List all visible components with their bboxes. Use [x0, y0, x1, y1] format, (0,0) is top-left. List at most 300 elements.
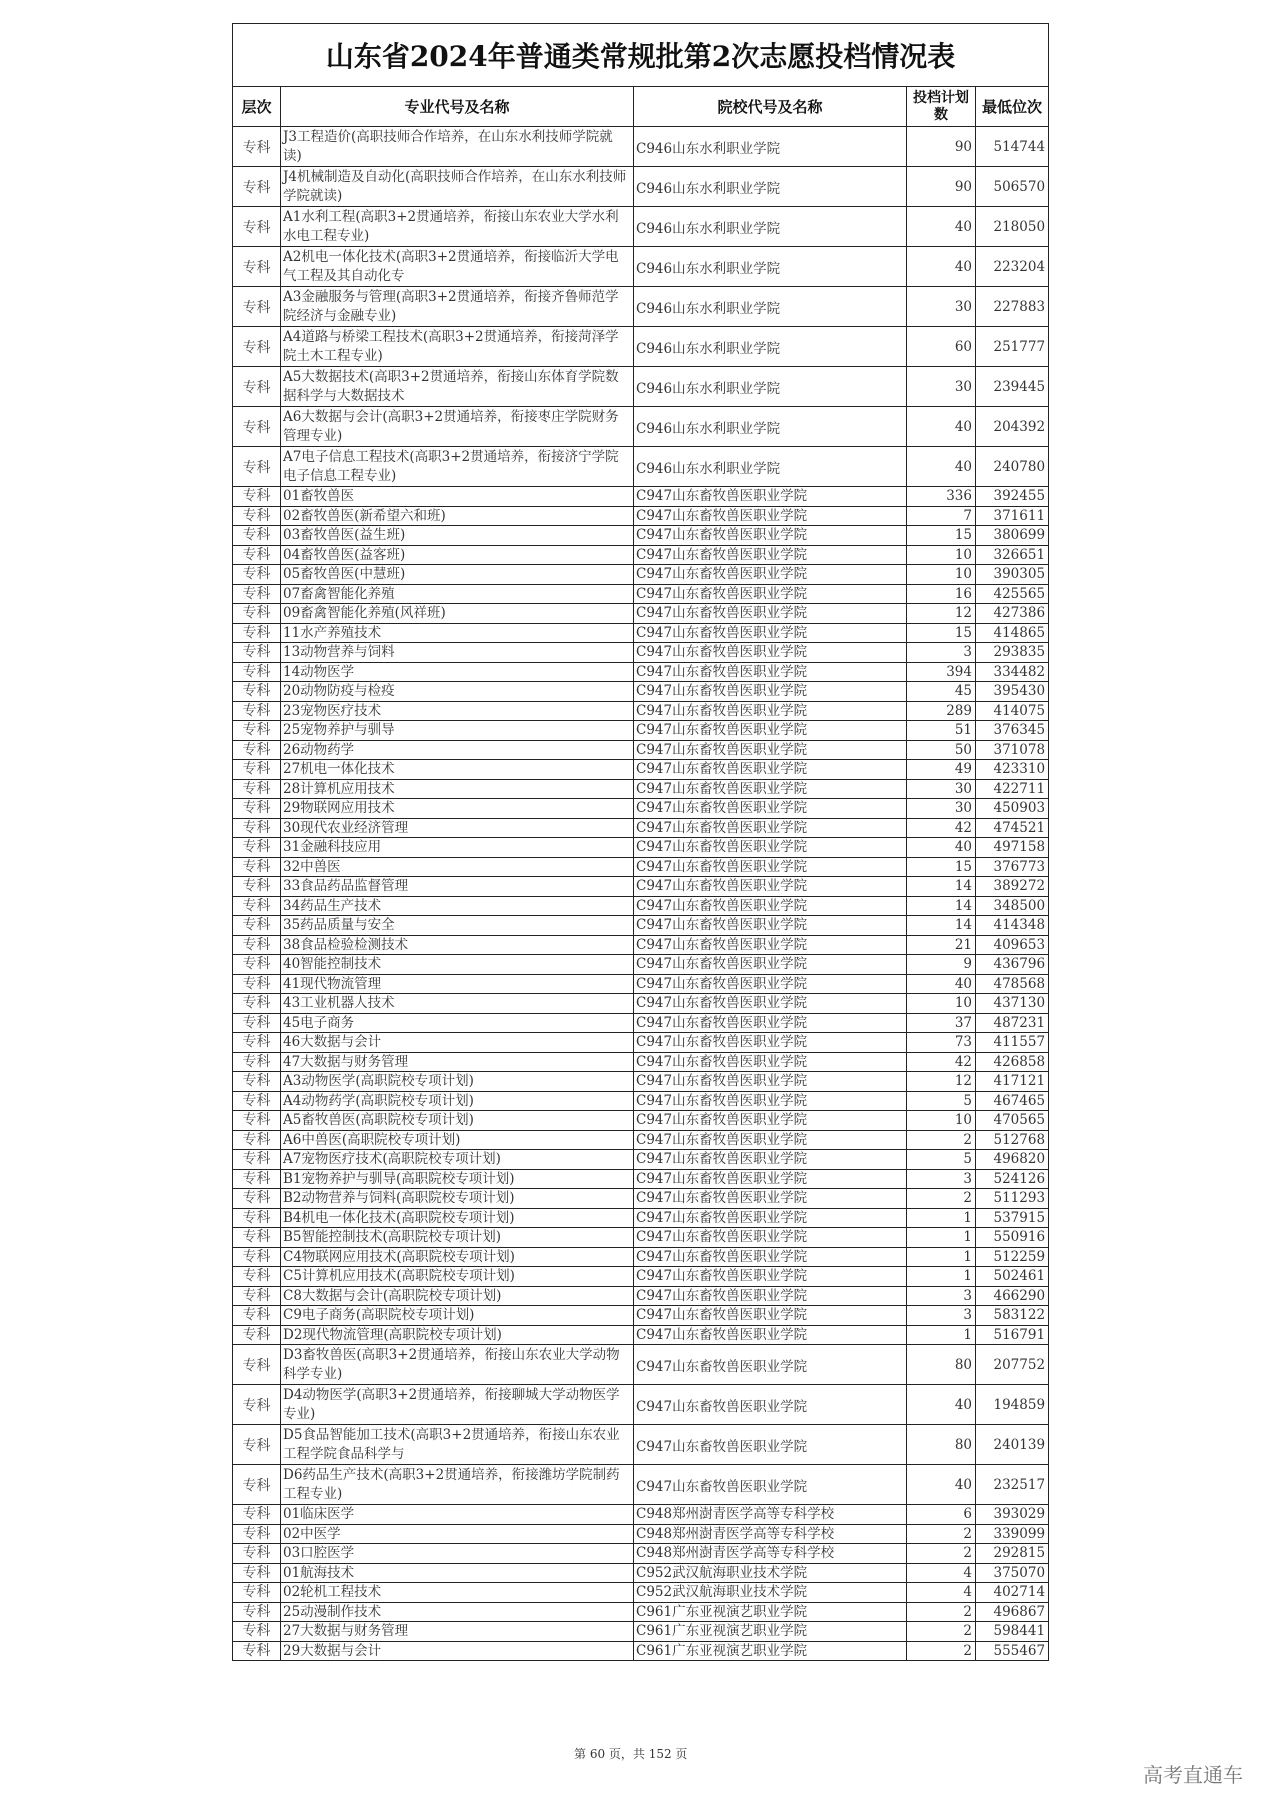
- cell-major: J4机械制造及自动化(高职技师合作培养，在山东水利技师学院就读): [281, 167, 634, 207]
- cell-rank: 436796: [976, 955, 1049, 975]
- cell-school: C947山东畜牧兽医职业学院: [634, 1072, 907, 1092]
- cell-level: 专科: [233, 1052, 281, 1072]
- cell-rank: 423310: [976, 760, 1049, 780]
- cell-school: C952武汉航海职业技术学院: [634, 1563, 907, 1583]
- cell-major: 01航海技术: [281, 1563, 634, 1583]
- cell-level: 专科: [233, 1228, 281, 1248]
- cell-plan: 7: [907, 506, 976, 526]
- cell-level: 专科: [233, 407, 281, 447]
- cell-rank: 371611: [976, 506, 1049, 526]
- cell-school: C947山东畜牧兽医职业学院: [634, 604, 907, 624]
- cell-major: 41现代物流管理: [281, 974, 634, 994]
- cell-level: 专科: [233, 974, 281, 994]
- cell-rank: 326651: [976, 545, 1049, 565]
- cell-plan: 4: [907, 1583, 976, 1603]
- table-row: [233, 1267, 1049, 1287]
- table-row: [233, 487, 1049, 507]
- cell-plan: 2: [907, 1524, 976, 1544]
- table-row: [233, 1345, 1049, 1385]
- cell-plan: 2: [907, 1130, 976, 1150]
- cell-school: C947山东畜牧兽医职业学院: [634, 1425, 907, 1465]
- cell-plan: 1: [907, 1247, 976, 1267]
- cell-rank: 232517: [976, 1465, 1049, 1505]
- cell-major: A1水利工程(高职3+2贯通培养，衔接山东农业大学水利水电工程专业): [281, 207, 634, 247]
- table-row: [233, 1306, 1049, 1326]
- table-row: [233, 545, 1049, 565]
- cell-rank: 512768: [976, 1130, 1049, 1150]
- cell-school: C946山东水利职业学院: [634, 447, 907, 487]
- cell-major: B2动物营养与饲料(高职院校专项计划): [281, 1189, 634, 1209]
- table-row: [233, 974, 1049, 994]
- cell-plan: 5: [907, 1150, 976, 1170]
- cell-plan: 50: [907, 740, 976, 760]
- cell-rank: 478568: [976, 974, 1049, 994]
- cell-plan: 30: [907, 287, 976, 327]
- cell-school: C947山东畜牧兽医职业学院: [634, 1385, 907, 1425]
- table-row: [233, 1325, 1049, 1345]
- table-row: [233, 857, 1049, 877]
- cell-major: 03畜牧兽医(益生班): [281, 526, 634, 546]
- cell-major: B5智能控制技术(高职院校专项计划): [281, 1228, 634, 1248]
- table-row: [233, 896, 1049, 916]
- cell-level: 专科: [233, 247, 281, 287]
- cell-rank: 240780: [976, 447, 1049, 487]
- cell-major: A4道路与桥梁工程技术(高职3+2贯通培养，衔接菏泽学院土木工程专业): [281, 327, 634, 367]
- cell-rank: 194859: [976, 1385, 1049, 1425]
- cell-level: 专科: [233, 818, 281, 838]
- table-row: [233, 526, 1049, 546]
- table-row: [233, 623, 1049, 643]
- cell-plan: 289: [907, 701, 976, 721]
- cell-school: C947山东畜牧兽医职业学院: [634, 1150, 907, 1170]
- cell-rank: 392455: [976, 487, 1049, 507]
- table-row: [233, 1286, 1049, 1306]
- cell-level: 专科: [233, 955, 281, 975]
- cell-plan: 2: [907, 1622, 976, 1642]
- cell-level: 专科: [233, 1267, 281, 1287]
- cell-school: C947山东畜牧兽医职业学院: [634, 1267, 907, 1287]
- cell-level: 专科: [233, 1505, 281, 1525]
- cell-major: A7电子信息工程技术(高职3+2贯通培养，衔接济宁学院电子信息工程专业): [281, 447, 634, 487]
- cell-school: C947山东畜牧兽医职业学院: [634, 1091, 907, 1111]
- cell-plan: 40: [907, 974, 976, 994]
- cell-school: C946山东水利职业学院: [634, 207, 907, 247]
- cell-major: 31金融科技应用: [281, 838, 634, 858]
- cell-level: 专科: [233, 721, 281, 741]
- cell-school: C947山东畜牧兽医职业学院: [634, 740, 907, 760]
- cell-rank: 375070: [976, 1563, 1049, 1583]
- cell-major: 32中兽医: [281, 857, 634, 877]
- cell-major: 23宠物医疗技术: [281, 701, 634, 721]
- cell-major: D2现代物流管理(高职院校专项计划): [281, 1325, 634, 1345]
- table-row: [233, 955, 1049, 975]
- cell-level: 专科: [233, 1465, 281, 1505]
- cell-major: A5大数据技术(高职3+2贯通培养，衔接山东体育学院数据科学与大数据技术: [281, 367, 634, 407]
- table-row: [233, 1208, 1049, 1228]
- table-row: [233, 721, 1049, 741]
- cell-rank: 506570: [976, 167, 1049, 207]
- table-row: [233, 327, 1049, 367]
- cell-major: 33食品药品监督管理: [281, 877, 634, 897]
- cell-rank: 450903: [976, 799, 1049, 819]
- cell-major: 03口腔医学: [281, 1544, 634, 1564]
- header-rank: 最低位次: [976, 87, 1049, 127]
- cell-major: 43工业机器人技术: [281, 994, 634, 1014]
- cell-level: 专科: [233, 1524, 281, 1544]
- cell-school: C947山东畜牧兽医职业学院: [634, 818, 907, 838]
- cell-level: 专科: [233, 447, 281, 487]
- table-row: [233, 447, 1049, 487]
- cell-level: 专科: [233, 1150, 281, 1170]
- cell-rank: 497158: [976, 838, 1049, 858]
- table-row: [233, 877, 1049, 897]
- cell-plan: 12: [907, 604, 976, 624]
- cell-major: 25宠物养护与驯导: [281, 721, 634, 741]
- cell-level: 专科: [233, 838, 281, 858]
- cell-school: C947山东畜牧兽医职业学院: [634, 545, 907, 565]
- table-row: [233, 1602, 1049, 1622]
- cell-major: A3金融服务与管理(高职3+2贯通培养，衔接齐鲁师范学院经济与金融专业): [281, 287, 634, 327]
- cell-plan: 51: [907, 721, 976, 741]
- table-row: [233, 367, 1049, 407]
- cell-plan: 12: [907, 1072, 976, 1092]
- cell-plan: 90: [907, 167, 976, 207]
- cell-level: 专科: [233, 207, 281, 247]
- cell-major: A5畜牧兽医(高职院校专项计划): [281, 1111, 634, 1131]
- admission-table: [232, 23, 1049, 1661]
- cell-level: 专科: [233, 682, 281, 702]
- cell-rank: 511293: [976, 1189, 1049, 1209]
- cell-school: C961广东亚视演艺职业学院: [634, 1622, 907, 1642]
- table-row: [233, 838, 1049, 858]
- cell-major: 02中医学: [281, 1524, 634, 1544]
- watermark: 高考直通车: [1143, 1763, 1243, 1787]
- cell-school: C946山东水利职业学院: [634, 327, 907, 367]
- table-row: [233, 1524, 1049, 1544]
- table-row: [233, 1385, 1049, 1425]
- cell-school: C948郑州澍青医学高等专科学校: [634, 1544, 907, 1564]
- cell-plan: 1: [907, 1267, 976, 1287]
- table-row: [233, 127, 1049, 167]
- cell-plan: 60: [907, 327, 976, 367]
- table-row: [233, 799, 1049, 819]
- cell-plan: 10: [907, 994, 976, 1014]
- cell-school: C947山东畜牧兽医职业学院: [634, 526, 907, 546]
- cell-plan: 1: [907, 1208, 976, 1228]
- cell-plan: 30: [907, 799, 976, 819]
- cell-level: 专科: [233, 1286, 281, 1306]
- cell-school: C947山东畜牧兽医职业学院: [634, 1286, 907, 1306]
- table-row: [233, 1189, 1049, 1209]
- cell-plan: 9: [907, 955, 976, 975]
- cell-major: 09畜禽智能化养殖(风祥班): [281, 604, 634, 624]
- cell-plan: 40: [907, 1465, 976, 1505]
- cell-level: 专科: [233, 327, 281, 367]
- table-row: [233, 916, 1049, 936]
- cell-school: C947山东畜牧兽医职业学院: [634, 877, 907, 897]
- cell-rank: 334482: [976, 662, 1049, 682]
- table-row: [233, 662, 1049, 682]
- table-row: [233, 1425, 1049, 1465]
- cell-level: 专科: [233, 1622, 281, 1642]
- table-row: [233, 1052, 1049, 1072]
- cell-rank: 537915: [976, 1208, 1049, 1228]
- cell-level: 专科: [233, 1306, 281, 1326]
- cell-school: C947山东畜牧兽医职业学院: [634, 1169, 907, 1189]
- cell-plan: 336: [907, 487, 976, 507]
- cell-rank: 390305: [976, 565, 1049, 585]
- cell-rank: 402714: [976, 1583, 1049, 1603]
- cell-level: 专科: [233, 1091, 281, 1111]
- cell-school: C952武汉航海职业技术学院: [634, 1583, 907, 1603]
- cell-plan: 2: [907, 1641, 976, 1661]
- cell-rank: 207752: [976, 1345, 1049, 1385]
- cell-school: C947山东畜牧兽医职业学院: [634, 760, 907, 780]
- table-row: [233, 1583, 1049, 1603]
- table-row: [233, 1563, 1049, 1583]
- cell-major: 28计算机应用技术: [281, 779, 634, 799]
- cell-rank: 425565: [976, 584, 1049, 604]
- cell-plan: 14: [907, 877, 976, 897]
- table-row: [233, 1013, 1049, 1033]
- cell-school: C946山东水利职业学院: [634, 127, 907, 167]
- cell-major: J3工程造价(高职技师合作培养，在山东水利技师学院就读): [281, 127, 634, 167]
- cell-plan: 15: [907, 623, 976, 643]
- cell-school: C947山东畜牧兽医职业学院: [634, 506, 907, 526]
- cell-major: 45电子商务: [281, 1013, 634, 1033]
- cell-school: C947山东畜牧兽医职业学院: [634, 1228, 907, 1248]
- cell-school: C947山东畜牧兽医职业学院: [634, 896, 907, 916]
- cell-level: 专科: [233, 1583, 281, 1603]
- cell-rank: 348500: [976, 896, 1049, 916]
- cell-plan: 2: [907, 1189, 976, 1209]
- table-row: [233, 1505, 1049, 1525]
- cell-level: 专科: [233, 1325, 281, 1345]
- table-row: [233, 1150, 1049, 1170]
- cell-level: 专科: [233, 1247, 281, 1267]
- cell-major: D6药品生产技术(高职3+2贯通培养，衔接潍坊学院制药工程专业): [281, 1465, 634, 1505]
- cell-school: C947山东畜牧兽医职业学院: [634, 916, 907, 936]
- cell-rank: 251777: [976, 327, 1049, 367]
- cell-school: C947山东畜牧兽医职业学院: [634, 1306, 907, 1326]
- cell-school: C947山东畜牧兽医职业学院: [634, 974, 907, 994]
- table-body: [233, 127, 1049, 1661]
- cell-rank: 409653: [976, 935, 1049, 955]
- cell-plan: 4: [907, 1563, 976, 1583]
- page-number: 第 60 页，共 152 页: [574, 1747, 688, 1761]
- cell-major: 29大数据与会计: [281, 1641, 634, 1661]
- cell-major: C9电子商务(高职院校专项计划): [281, 1306, 634, 1326]
- cell-plan: 40: [907, 407, 976, 447]
- cell-rank: 514744: [976, 127, 1049, 167]
- table-row: [233, 584, 1049, 604]
- cell-rank: 467465: [976, 1091, 1049, 1111]
- cell-level: 专科: [233, 1425, 281, 1465]
- cell-rank: 496820: [976, 1150, 1049, 1170]
- cell-major: B1宠物养护与驯导(高职院校专项计划): [281, 1169, 634, 1189]
- cell-plan: 40: [907, 207, 976, 247]
- cell-plan: 21: [907, 935, 976, 955]
- cell-major: A4动物药学(高职院校专项计划): [281, 1091, 634, 1111]
- cell-school: C947山东畜牧兽医职业学院: [634, 857, 907, 877]
- cell-school: C946山东水利职业学院: [634, 167, 907, 207]
- cell-school: C946山东水利职业学院: [634, 407, 907, 447]
- cell-plan: 10: [907, 565, 976, 585]
- cell-rank: 550916: [976, 1228, 1049, 1248]
- header-school: 院校代号及名称: [634, 87, 907, 127]
- cell-rank: 487231: [976, 1013, 1049, 1033]
- cell-rank: 380699: [976, 526, 1049, 546]
- cell-level: 专科: [233, 643, 281, 663]
- cell-major: A7宠物医疗技术(高职院校专项计划): [281, 1150, 634, 1170]
- table-row: [233, 1111, 1049, 1131]
- cell-school: C947山东畜牧兽医职业学院: [634, 1111, 907, 1131]
- table-row: [233, 604, 1049, 624]
- cell-school: C947山东畜牧兽医职业学院: [634, 994, 907, 1014]
- cell-major: 01畜牧兽医: [281, 487, 634, 507]
- cell-rank: 393029: [976, 1505, 1049, 1525]
- cell-school: C961广东亚视演艺职业学院: [634, 1602, 907, 1622]
- cell-school: C946山东水利职业学院: [634, 247, 907, 287]
- cell-level: 专科: [233, 1189, 281, 1209]
- cell-plan: 30: [907, 779, 976, 799]
- cell-major: 11水产养殖技术: [281, 623, 634, 643]
- cell-level: 专科: [233, 167, 281, 207]
- cell-major: 02轮机工程技术: [281, 1583, 634, 1603]
- cell-school: C947山东畜牧兽医职业学院: [634, 935, 907, 955]
- cell-school: C947山东畜牧兽医职业学院: [634, 487, 907, 507]
- table-row: [233, 779, 1049, 799]
- cell-major: 05畜牧兽医(中慧班): [281, 565, 634, 585]
- cell-school: C947山东畜牧兽医职业学院: [634, 799, 907, 819]
- cell-school: C947山东畜牧兽医职业学院: [634, 682, 907, 702]
- table-title: 山东省2024年普通类常规批第2次志愿投档情况表: [233, 24, 1049, 87]
- table-row: [233, 506, 1049, 526]
- cell-plan: 37: [907, 1013, 976, 1033]
- table-row: [233, 287, 1049, 327]
- cell-rank: 339099: [976, 1524, 1049, 1544]
- cell-level: 专科: [233, 1072, 281, 1092]
- cell-major: C4物联网应用技术(高职院校专项计划): [281, 1247, 634, 1267]
- table-row: [233, 207, 1049, 247]
- cell-level: 专科: [233, 662, 281, 682]
- cell-level: 专科: [233, 1033, 281, 1053]
- cell-major: 30现代农业经济管理: [281, 818, 634, 838]
- table-row: [233, 167, 1049, 207]
- cell-plan: 1: [907, 1228, 976, 1248]
- cell-major: 47大数据与财务管理: [281, 1052, 634, 1072]
- cell-plan: 1: [907, 1325, 976, 1345]
- table-row: [233, 643, 1049, 663]
- cell-level: 专科: [233, 916, 281, 936]
- cell-level: 专科: [233, 506, 281, 526]
- cell-plan: 80: [907, 1345, 976, 1385]
- cell-major: C8大数据与会计(高职院校专项计划): [281, 1286, 634, 1306]
- cell-major: 13动物营养与饲料: [281, 643, 634, 663]
- cell-rank: 223204: [976, 247, 1049, 287]
- cell-plan: 14: [907, 896, 976, 916]
- cell-school: C947山东畜牧兽医职业学院: [634, 1033, 907, 1053]
- cell-rank: 376773: [976, 857, 1049, 877]
- cell-plan: 42: [907, 1052, 976, 1072]
- table-row: [233, 1622, 1049, 1642]
- cell-level: 专科: [233, 584, 281, 604]
- cell-major: 26动物药学: [281, 740, 634, 760]
- table-row: [233, 1130, 1049, 1150]
- cell-level: 专科: [233, 604, 281, 624]
- cell-plan: 42: [907, 818, 976, 838]
- cell-rank: 466290: [976, 1286, 1049, 1306]
- cell-rank: 414075: [976, 701, 1049, 721]
- cell-level: 专科: [233, 799, 281, 819]
- cell-level: 专科: [233, 1563, 281, 1583]
- cell-plan: 15: [907, 857, 976, 877]
- cell-major: 38食品检验检测技术: [281, 935, 634, 955]
- cell-school: C947山东畜牧兽医职业学院: [634, 1208, 907, 1228]
- cell-school: C947山东畜牧兽医职业学院: [634, 662, 907, 682]
- cell-level: 专科: [233, 367, 281, 407]
- cell-school: C947山东畜牧兽医职业学院: [634, 565, 907, 585]
- cell-rank: 502461: [976, 1267, 1049, 1287]
- table-row: [233, 935, 1049, 955]
- header-level: 层次: [233, 87, 281, 127]
- cell-level: 专科: [233, 701, 281, 721]
- cell-rank: 427386: [976, 604, 1049, 624]
- cell-rank: 204392: [976, 407, 1049, 447]
- cell-major: 20动物防疫与检疫: [281, 682, 634, 702]
- cell-level: 专科: [233, 896, 281, 916]
- cell-rank: 583122: [976, 1306, 1049, 1326]
- table-row: [233, 1169, 1049, 1189]
- cell-plan: 45: [907, 682, 976, 702]
- table-row: [233, 682, 1049, 702]
- cell-rank: 292815: [976, 1544, 1049, 1564]
- cell-rank: 555467: [976, 1641, 1049, 1661]
- cell-school: C947山东畜牧兽医职业学院: [634, 1465, 907, 1505]
- table-row: [233, 1091, 1049, 1111]
- header-major: 专业代号及名称: [281, 87, 634, 127]
- table-row: [233, 407, 1049, 447]
- cell-school: C946山东水利职业学院: [634, 367, 907, 407]
- cell-level: 专科: [233, 1641, 281, 1661]
- cell-level: 专科: [233, 1013, 281, 1033]
- cell-plan: 80: [907, 1425, 976, 1465]
- cell-rank: 470565: [976, 1111, 1049, 1131]
- cell-major: 04畜牧兽医(益客班): [281, 545, 634, 565]
- cell-school: C947山东畜牧兽医职业学院: [634, 643, 907, 663]
- cell-level: 专科: [233, 623, 281, 643]
- cell-level: 专科: [233, 779, 281, 799]
- cell-plan: 2: [907, 1602, 976, 1622]
- cell-plan: 3: [907, 643, 976, 663]
- cell-rank: 426858: [976, 1052, 1049, 1072]
- cell-rank: 437130: [976, 994, 1049, 1014]
- cell-rank: 422711: [976, 779, 1049, 799]
- cell-level: 专科: [233, 1345, 281, 1385]
- cell-plan: 5: [907, 1091, 976, 1111]
- cell-major: 27机电一体化技术: [281, 760, 634, 780]
- cell-level: 专科: [233, 487, 281, 507]
- cell-plan: 73: [907, 1033, 976, 1053]
- table-row: [233, 1544, 1049, 1564]
- cell-level: 专科: [233, 1208, 281, 1228]
- cell-rank: 218050: [976, 207, 1049, 247]
- cell-level: 专科: [233, 287, 281, 327]
- table-row: [233, 1247, 1049, 1267]
- cell-plan: 40: [907, 838, 976, 858]
- table-row: [233, 740, 1049, 760]
- cell-rank: 524126: [976, 1169, 1049, 1189]
